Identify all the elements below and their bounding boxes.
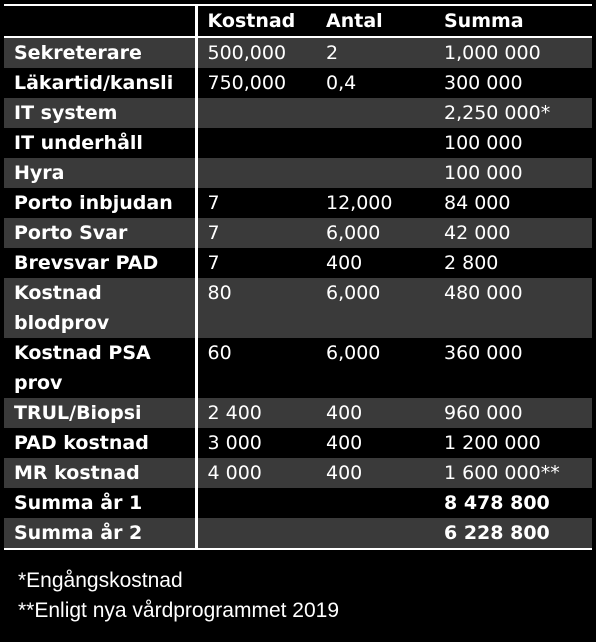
- cell-row-label: Brevsvar PAD: [4, 248, 196, 278]
- cell-summa: 1 600 000**: [434, 458, 592, 488]
- table-row: [4, 248, 592, 278]
- footnote-care-program: **Enligt nya vårdprogrammet 2019: [18, 599, 340, 622]
- cell-kostnad: [196, 488, 316, 518]
- cell-row-label: Kostnad blodprov: [4, 278, 196, 338]
- cell-kostnad: [196, 518, 316, 548]
- cell-antal: 400: [316, 458, 434, 488]
- table-row: [4, 518, 592, 548]
- cell-antal: [316, 128, 434, 158]
- table-row: [4, 398, 592, 428]
- cell-summa: 480 000: [434, 278, 592, 338]
- cell-summa: 100 000: [434, 128, 592, 158]
- cell-antal: [316, 488, 434, 518]
- cell-antal: 0,4: [316, 68, 434, 98]
- cell-row-label: Porto Svar: [4, 218, 196, 248]
- cell-summa: 960 000: [434, 398, 592, 428]
- cell-antal: 2: [316, 37, 434, 68]
- table-row: [4, 428, 592, 458]
- table-row: [4, 188, 592, 218]
- cell-kostnad: 750,000: [196, 68, 316, 98]
- cell-antal: 6,000: [316, 338, 434, 398]
- footnotes: [18, 566, 339, 626]
- cell-antal: 6,000: [316, 218, 434, 248]
- cell-kostnad: [196, 128, 316, 158]
- cell-kostnad: [196, 158, 316, 188]
- table-body: [4, 37, 592, 548]
- cell-row-label: Summa år 2: [4, 518, 196, 548]
- cell-row-label: Kostnad PSA prov: [4, 338, 196, 398]
- cell-kostnad: 7: [196, 188, 316, 218]
- cell-antal: [316, 158, 434, 188]
- table-row: [4, 68, 592, 98]
- cell-row-label: IT underhåll: [4, 128, 196, 158]
- cell-antal: [316, 518, 434, 548]
- cell-kostnad: 7: [196, 218, 316, 248]
- cell-antal: 400: [316, 428, 434, 458]
- cell-row-label: TRUL/Biopsi: [4, 398, 196, 428]
- cell-kostnad: 3 000: [196, 428, 316, 458]
- header-cell-kostnad: Kostnad: [196, 6, 316, 37]
- cell-summa: 2 800: [434, 248, 592, 278]
- cell-antal: 400: [316, 248, 434, 278]
- cell-row-label: Hyra: [4, 158, 196, 188]
- cell-row-label: Summa år 1: [4, 488, 196, 518]
- cell-summa: 6 228 800: [434, 518, 592, 548]
- cell-summa: 8 478 800: [434, 488, 592, 518]
- cell-kostnad: 2 400: [196, 398, 316, 428]
- cell-summa: 84 000: [434, 188, 592, 218]
- cell-kostnad: 7: [196, 248, 316, 278]
- cell-summa: 1 200 000: [434, 428, 592, 458]
- cell-kostnad: 4 000: [196, 458, 316, 488]
- header-cell-antal: Antal: [316, 6, 434, 37]
- cell-summa: 360 000: [434, 338, 592, 398]
- cell-row-label: IT system: [4, 98, 196, 128]
- table-row: [4, 458, 592, 488]
- table-row: [4, 338, 592, 398]
- cell-kostnad: 500,000: [196, 37, 316, 68]
- cell-row-label: Läkartid/kansli: [4, 68, 196, 98]
- cell-row-label: MR kostnad: [4, 458, 196, 488]
- cell-antal: 400: [316, 398, 434, 428]
- cell-row-label: PAD kostnad: [4, 428, 196, 458]
- table-row: [4, 128, 592, 158]
- table-row: [4, 98, 592, 128]
- cell-kostnad: [196, 98, 316, 128]
- cell-summa: 100 000: [434, 158, 592, 188]
- cell-summa: 300 000: [434, 68, 592, 98]
- cell-summa: 42 000: [434, 218, 592, 248]
- cell-row-label: Sekreterare: [4, 37, 196, 68]
- footnote-one-time-cost: *Engångskostnad: [18, 569, 183, 592]
- table-row: [4, 158, 592, 188]
- table-row: [4, 278, 592, 338]
- cell-antal: 6,000: [316, 278, 434, 338]
- cell-antal: [316, 98, 434, 128]
- cell-summa: 2,250 000*: [434, 98, 592, 128]
- cost-table-container: [4, 4, 592, 550]
- cell-kostnad: 80: [196, 278, 316, 338]
- cell-summa: 1,000 000: [434, 37, 592, 68]
- table-header-row: [4, 6, 592, 37]
- table-row: [4, 37, 592, 68]
- header-cell-summa: Summa: [434, 6, 592, 37]
- cell-antal: 12,000: [316, 188, 434, 218]
- table-row: [4, 488, 592, 518]
- cell-row-label: Porto inbjudan: [4, 188, 196, 218]
- header-cell-row-label: [4, 6, 196, 37]
- cost-table: [4, 6, 592, 548]
- table-row: [4, 218, 592, 248]
- cell-kostnad: 60: [196, 338, 316, 398]
